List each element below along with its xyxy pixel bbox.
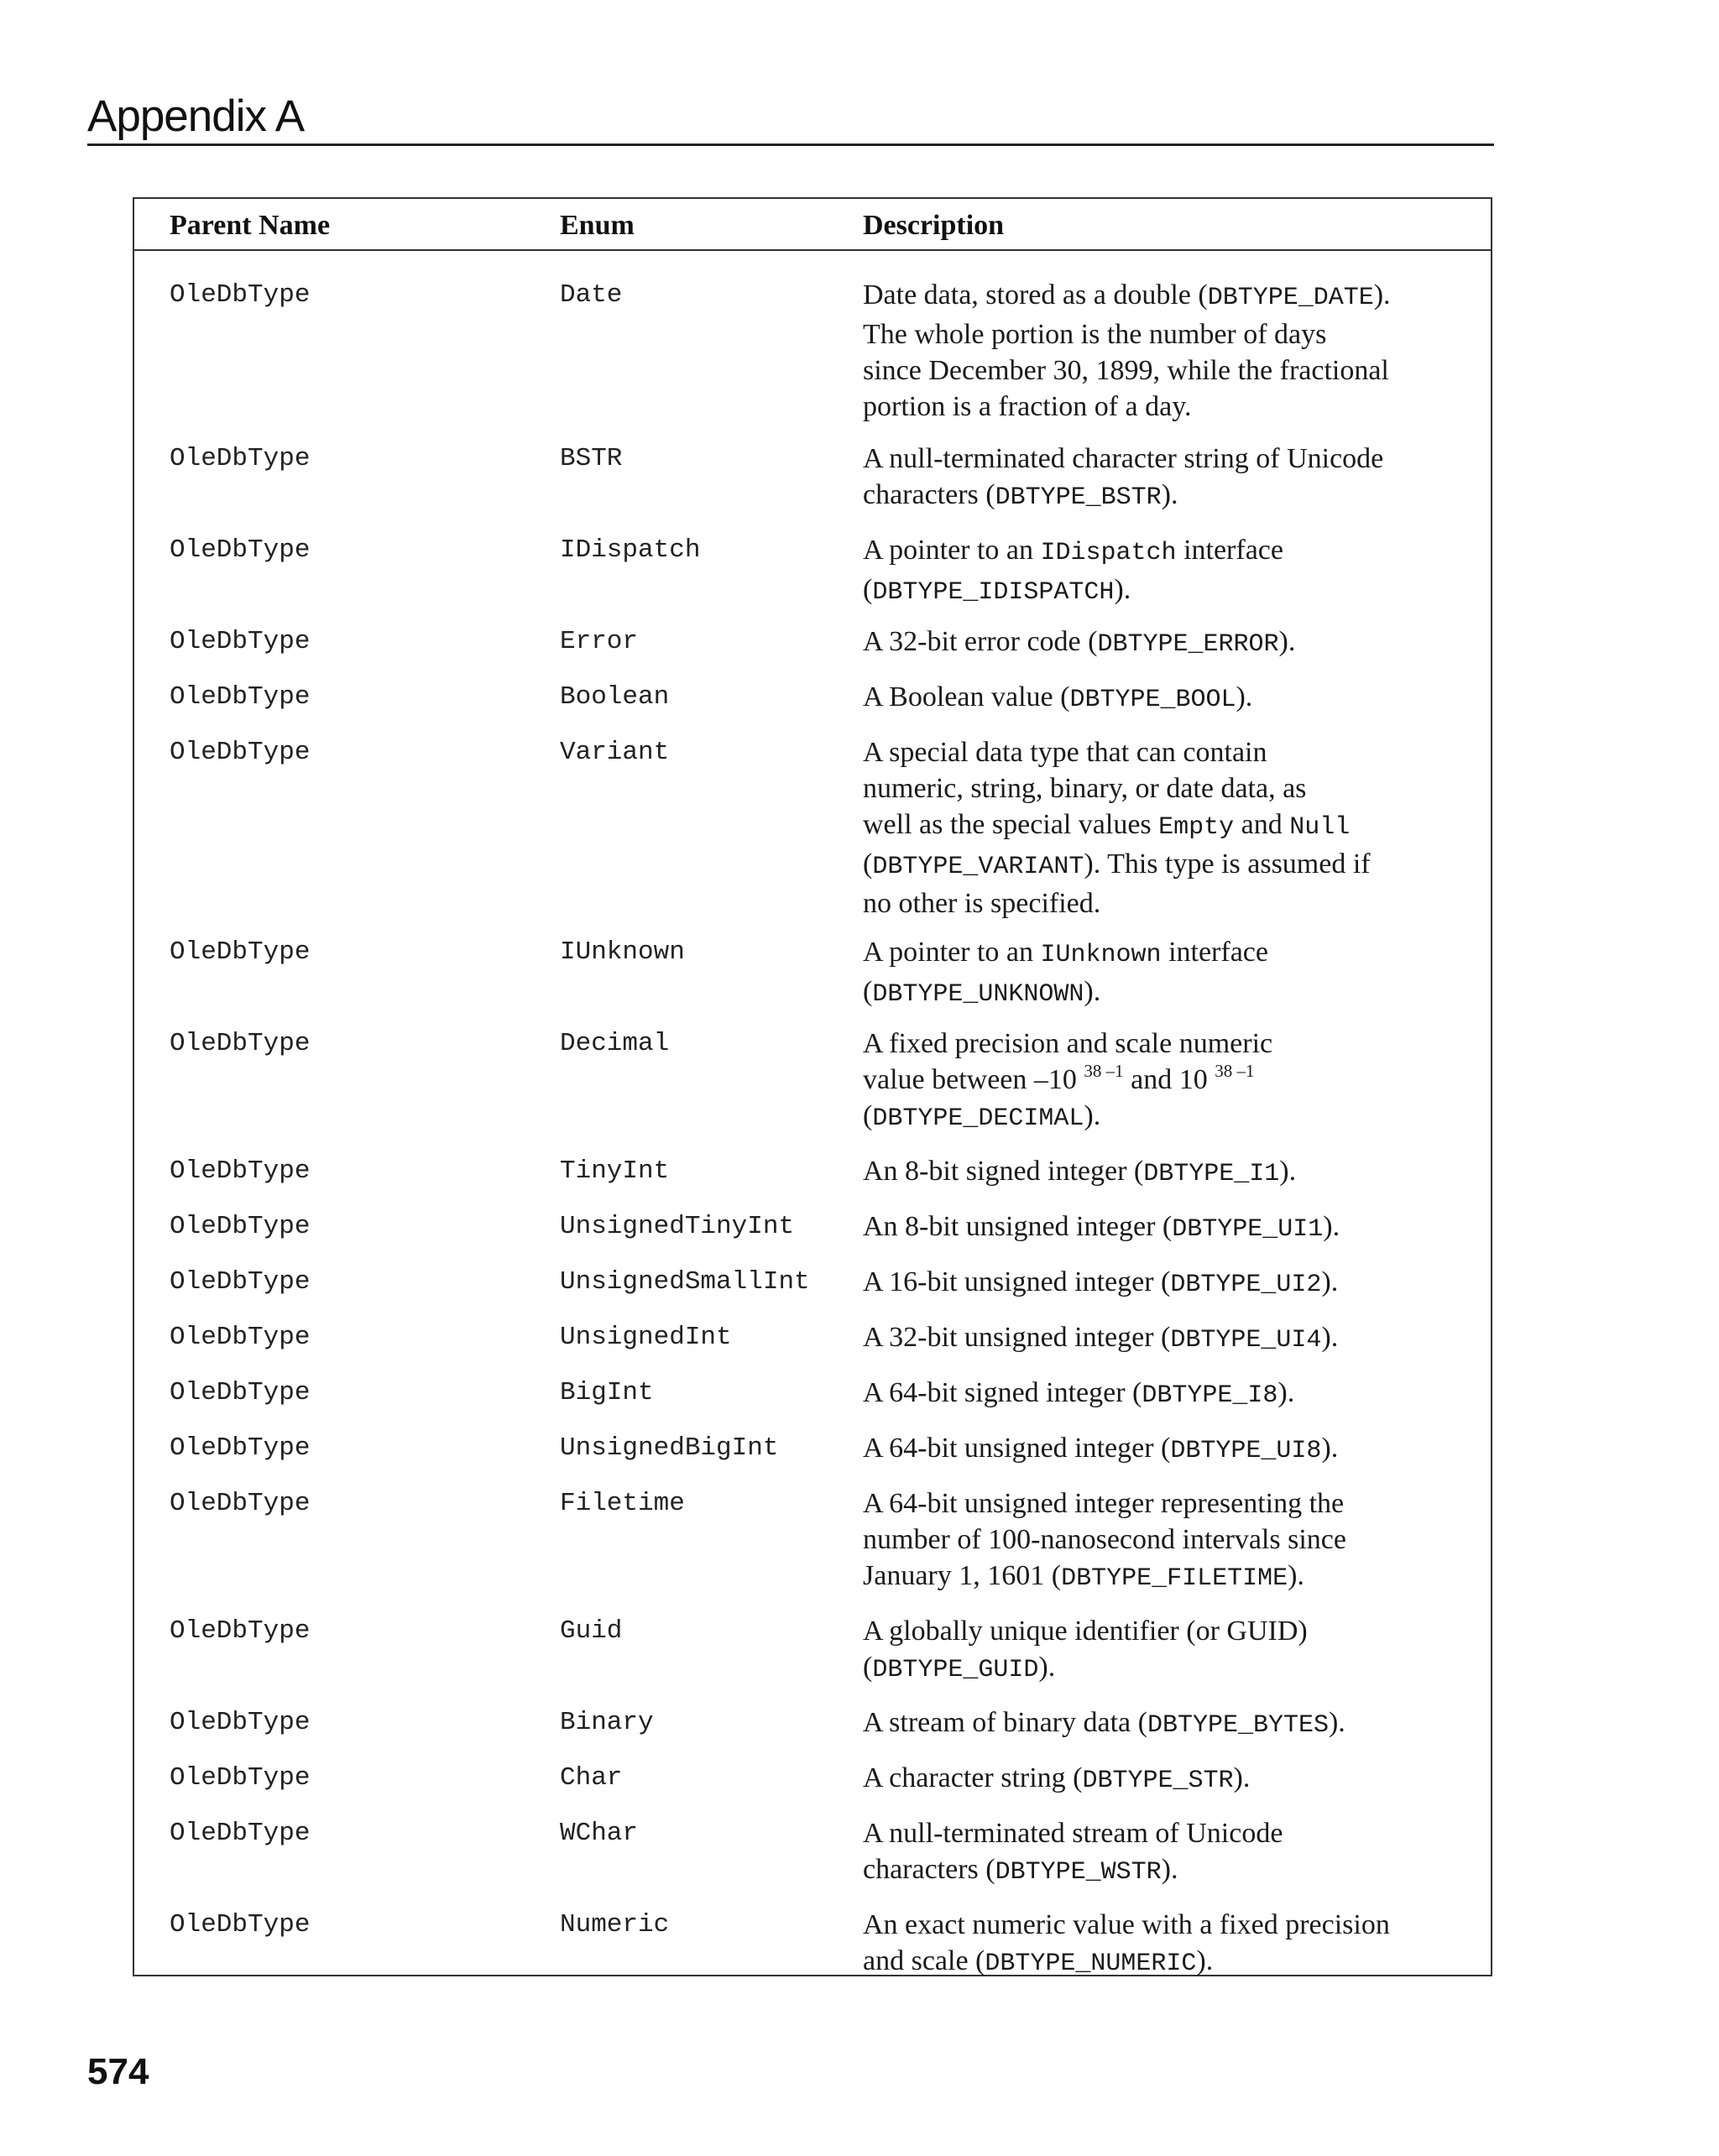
enum-cell: BSTR [560, 444, 623, 473]
parent-name-cell: OleDbType [170, 1378, 311, 1407]
parent-name-cell: OleDbType [170, 1433, 311, 1463]
parent-name-cell: OleDbType [170, 937, 311, 967]
description-cell: A 64-bit unsigned integer (DBTYPE_UI8). [863, 1433, 1339, 1465]
parent-name-cell: OleDbType [170, 1156, 311, 1186]
parent-name-cell: OleDbType [170, 1323, 311, 1352]
page-number: 574 [87, 2051, 149, 2092]
description-cell: A 64-bit signed integer (DBTYPE_I8). [863, 1377, 1295, 1410]
description-cell: A 16-bit unsigned integer (DBTYPE_UI2). [863, 1266, 1339, 1299]
enum-cell: Guid [560, 1616, 623, 1646]
description-cell: A character string (DBTYPE_STR). [863, 1762, 1251, 1795]
description-cell: A pointer to an IUnknown interface (DBTYPE_UNKNOWN). [863, 937, 1268, 1009]
enum-table [133, 197, 1492, 1976]
description-cell: Date data, stored as a double (DBTYPE_DATE). The whole portion is the number of days since December 30, 1899, while the fractional portion is a fraction of a day. [863, 279, 1391, 422]
enum-cell: IDispatch [560, 535, 701, 565]
column-header-description: Description [863, 210, 1005, 241]
description-cell: A pointer to an IDispatch interface (DBTYPE_IDISPATCH). [863, 535, 1283, 607]
parent-name-cell: OleDbType [170, 535, 311, 565]
description-cell: A 64-bit unsigned integer representing the number of 100-nanosecond intervals since January 1, 1601 (DBTYPE_FILETIME). [863, 1488, 1346, 1593]
enum-cell: IUnknown [560, 937, 685, 967]
description-cell: An exact numeric value with a fixed precision and scale (DBTYPE_NUMERIC). [863, 1909, 1390, 1978]
parent-name-cell: OleDbType [170, 444, 311, 473]
description-cell: An 8-bit signed integer (DBTYPE_I1). [863, 1156, 1297, 1188]
enum-cell: Boolean [560, 682, 670, 712]
column-header-enum: Enum [560, 210, 635, 241]
parent-name-cell: OleDbType [170, 1489, 311, 1518]
parent-name-cell: OleDbType [170, 280, 311, 310]
parent-name-cell: OleDbType [170, 1616, 311, 1646]
parent-name-cell: OleDbType [170, 1212, 311, 1241]
enum-cell: Decimal [560, 1029, 670, 1058]
parent-name-cell: OleDbType [170, 1267, 311, 1297]
enum-cell: UnsignedTinyInt [560, 1212, 795, 1241]
parent-name-cell: OleDbType [170, 1029, 311, 1058]
enum-cell: Binary [560, 1708, 654, 1737]
description-cell: A Boolean value (DBTYPE_BOOL). [863, 681, 1253, 714]
parent-name-cell: OleDbType [170, 1819, 311, 1848]
enum-cell: Numeric [560, 1910, 670, 1939]
column-header-parent-name: Parent Name [170, 210, 331, 241]
description-cell: A special data type that can contain numeric, string, binary, or date data, as well as the special values Empty and Null (DBTYPE_VARIANT). This type is assumed if no other is specified. [863, 737, 1371, 919]
description-cell: A 32-bit unsigned integer (DBTYPE_UI4). [863, 1322, 1339, 1355]
description-cell: A globally unique identifier (or GUID) (DBTYPE_GUID). [863, 1616, 1308, 1684]
enum-cell: UnsignedBigInt [560, 1433, 779, 1463]
enum-cell: Date [560, 280, 623, 310]
description-cell: An 8-bit unsigned integer (DBTYPE_UI1). [863, 1211, 1340, 1244]
enum-cell: UnsignedSmallInt [560, 1267, 810, 1297]
enum-cell: Char [560, 1763, 623, 1793]
parent-name-cell: OleDbType [170, 682, 311, 712]
enum-cell: WChar [560, 1819, 639, 1848]
description-cell: A stream of binary data (DBTYPE_BYTES). [863, 1707, 1345, 1740]
description-cell: A null-terminated character string of Unicode characters (DBTYPE_BSTR). [863, 443, 1384, 512]
enum-cell: Error [560, 627, 639, 656]
enum-cell: TinyInt [560, 1156, 670, 1186]
parent-name-cell: OleDbType [170, 738, 311, 767]
description-cell: A fixed precision and scale numeric value between –10 $^{38 -1}$ and 10 $^{38 -1}$ (DBTYPE_DECIMAL). [863, 1028, 1273, 1133]
table-header-row [134, 199, 1491, 251]
description-cell: A null-terminated stream of Unicode characters (DBTYPE_WSTR). [863, 1818, 1283, 1887]
enum-cell: Filetime [560, 1489, 685, 1518]
parent-name-cell: OleDbType [170, 1763, 311, 1793]
enum-cell: BigInt [560, 1378, 654, 1407]
running-header: Appendix A [87, 91, 305, 141]
enum-cell: Variant [560, 738, 670, 767]
enum-cell: UnsignedInt [560, 1323, 732, 1352]
header-rule [87, 144, 1494, 146]
parent-name-cell: OleDbType [170, 1708, 311, 1737]
parent-name-cell: OleDbType [170, 627, 311, 656]
description-cell: A 32-bit error code (DBTYPE_ERROR). [863, 626, 1296, 659]
parent-name-cell: OleDbType [170, 1910, 311, 1939]
